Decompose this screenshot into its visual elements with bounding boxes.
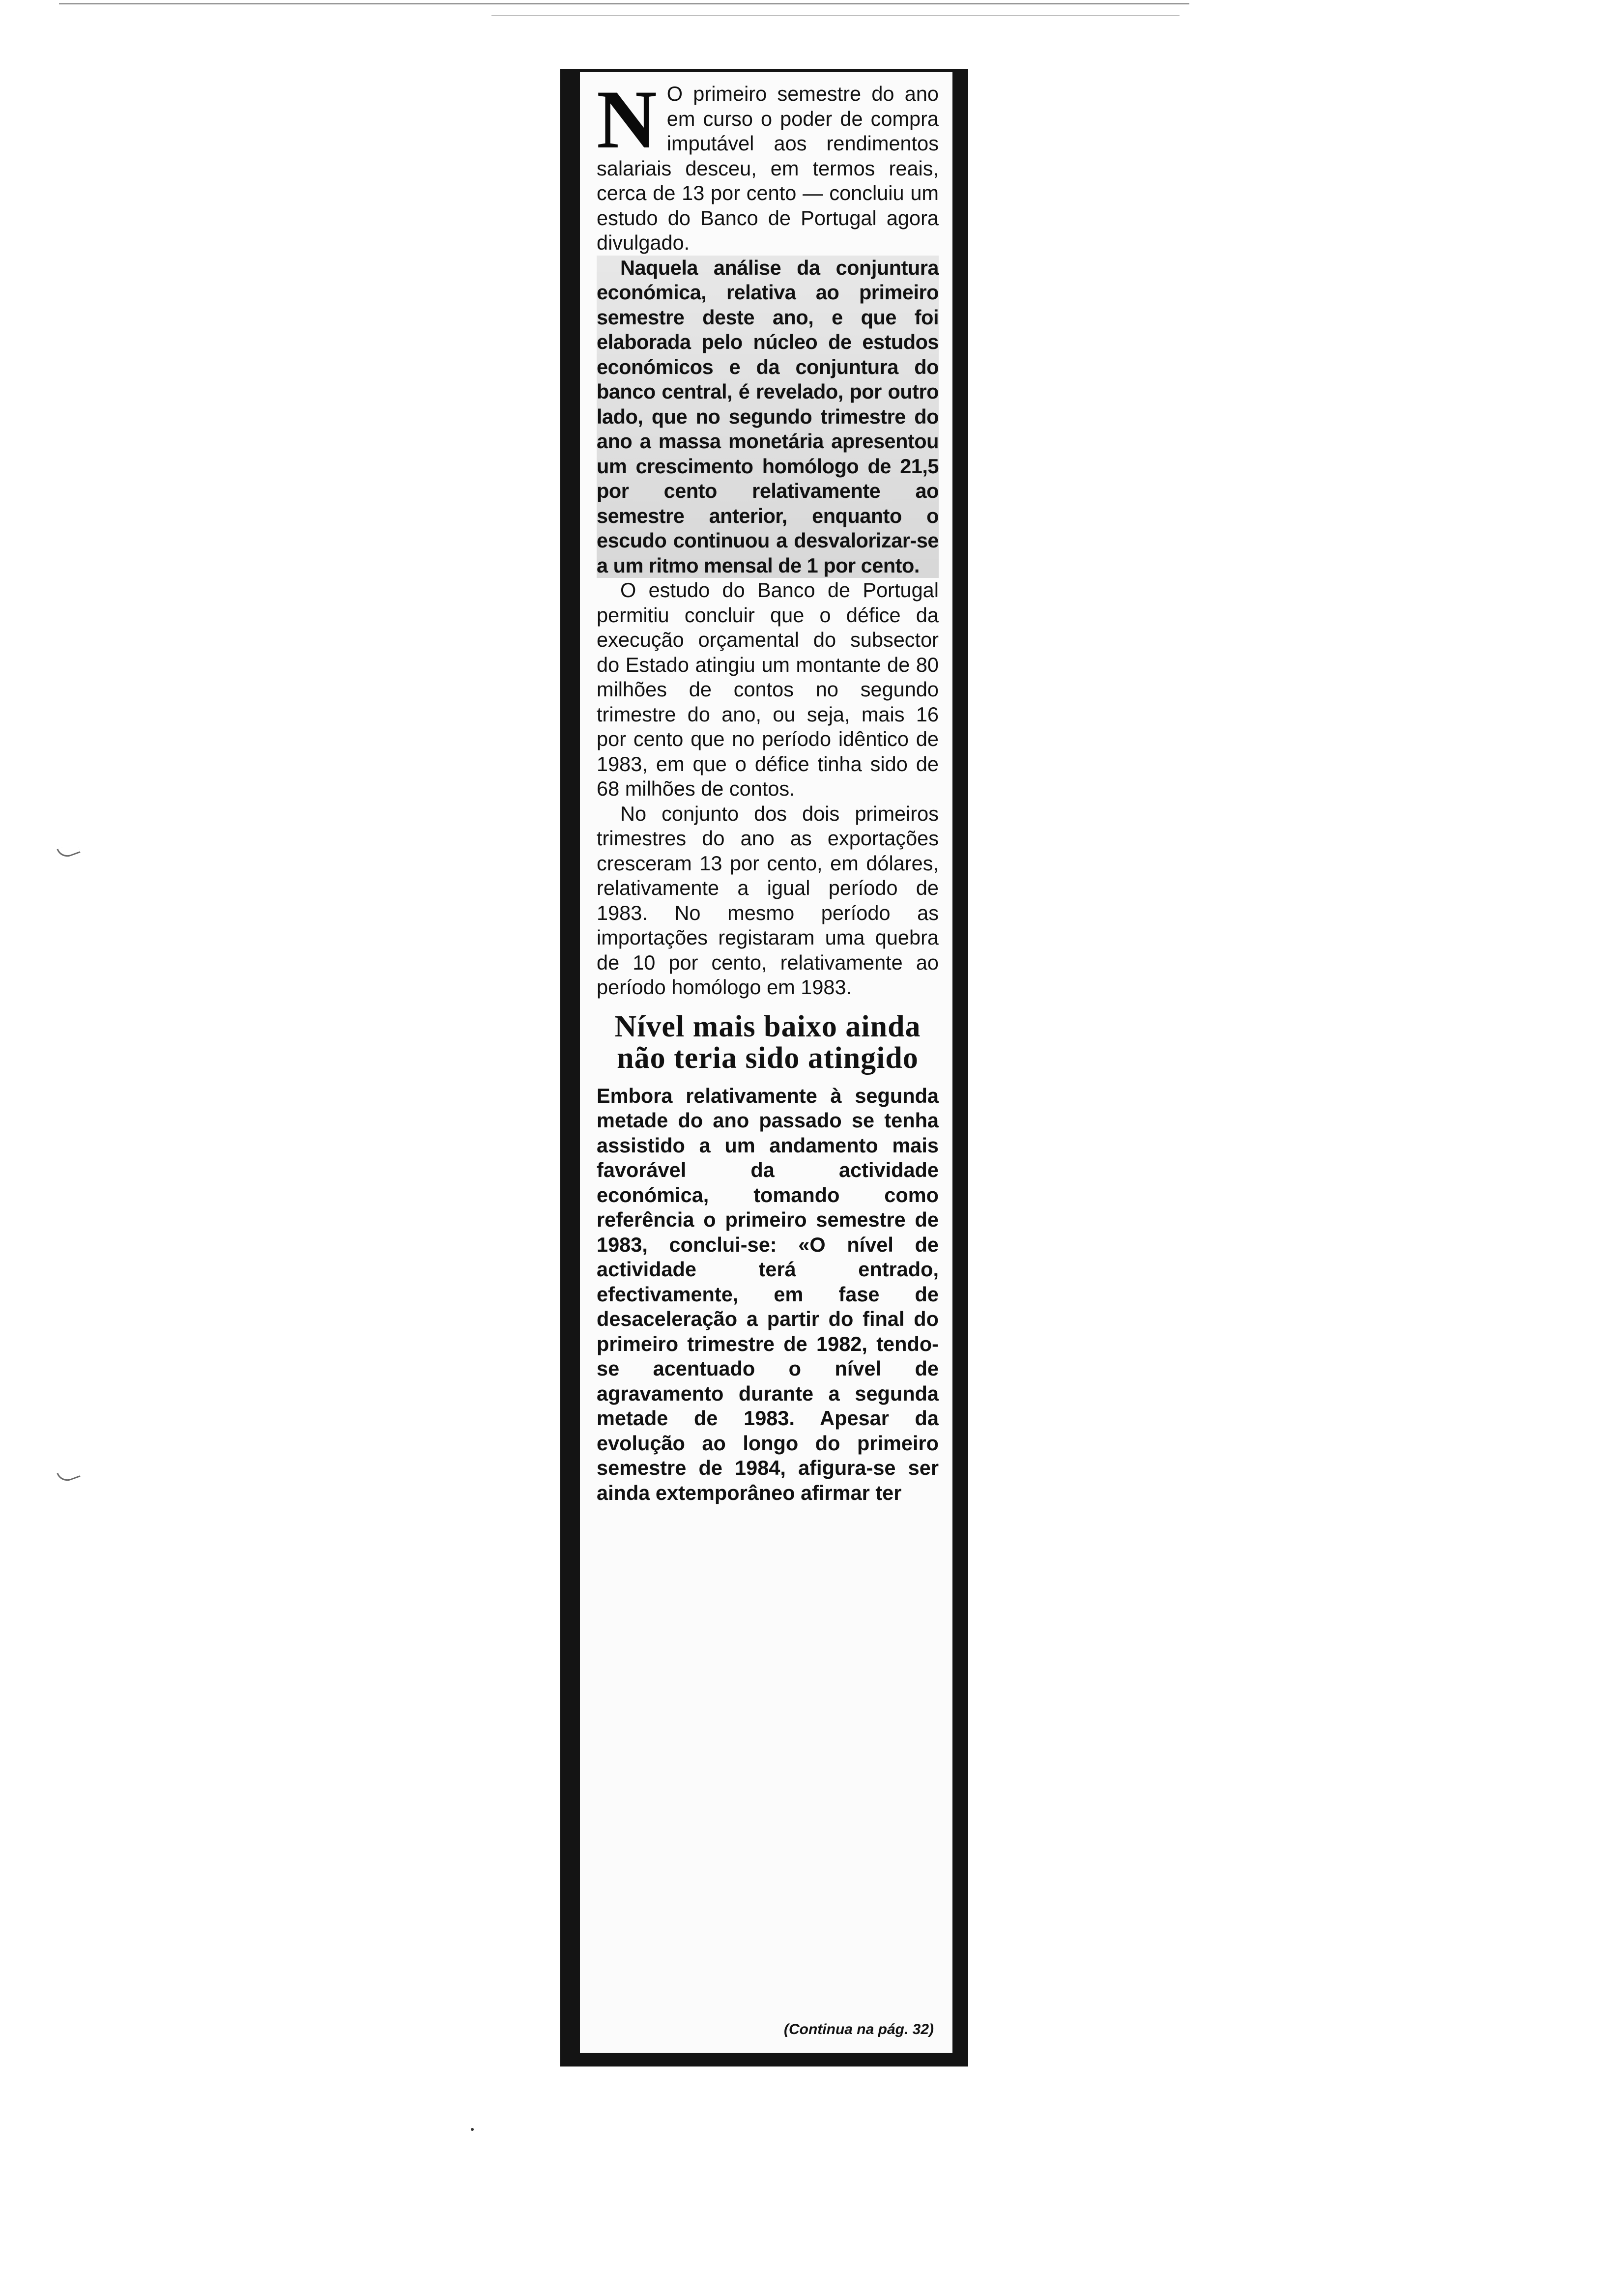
drop-cap: N [597, 73, 657, 166]
scan-edge-line [59, 3, 1189, 4]
article-paragraph-5: Embora relativamente à segunda metade do ano passado se tenha assistido a um andamento mais favorável da actividade económica, tomando como referência o primeiro semestre de 1983, conclui-se: «O nível de actividade terá entrado, efectivamente, em fase de desaceleração a partir do final do primeiro trimestre de 1982, tendo-se acentuado o nível de agravamento durante a segunda metade de 1983. Apesar da evolução ao longo do primeiro semestre de 1984, afigura-se ser ainda extemporâneo afirmar ter [597, 1084, 939, 1504]
article-paragraph-1: N O primeiro semestre do ano em curso o poder de compra imputável aos rendimentos salariais desceu, em termos reais, cerca de 13 por cento — concluiu um estudo do Banco de Portugal agora divulgado. [597, 73, 939, 254]
continued-note: (Continua na pág. 32) [783, 2021, 934, 2038]
binding-hole-mark [57, 1466, 80, 1484]
binding-hole-mark [57, 842, 80, 860]
newspaper-clipping [560, 69, 968, 2066]
article-paragraph-2: Naquela análise da conjuntura económica, relativa ao primeiro semestre deste ano, e que foi elaborada pelo núcleo de estudos económicos e da conjuntura do banco central, é revelado, por outro lado, que no segundo trimestre do ano a massa monetária apresentou um crescimento homólogo de 21,5 por cento relativamente ao semestre anterior, enquanto o escudo continuou a desvalorizar-se a um ritmo mensal de 1 por cento. [597, 256, 939, 578]
scan-speck [471, 2128, 474, 2131]
article-paragraph-4: No conjunto dos dois primeiros trimestres do ano as exportações cresceram 13 por cento, em dólares, relativamente a igual período de 1983. No mesmo período as importações registaram uma quebra de 10 por cento, relativamente ao período homólogo em 1983. [597, 802, 939, 999]
article-paragraph-3: O estudo do Banco de Portugal permitiu concluir que o défice da execução orçamental do subsector do Estado atingiu um montante de 80 milhões de contos no segundo trimestre do ano, ou seja, mais 16 por cento que no período idêntico de 1983, em que o défice tinha sido de 68 milhões de contos. [597, 578, 939, 800]
article-body [597, 73, 939, 2048]
scan-edge-line [491, 15, 1180, 16]
article-subheading: Nível mais baixo ainda não teria sido atingido [614, 1009, 921, 1075]
